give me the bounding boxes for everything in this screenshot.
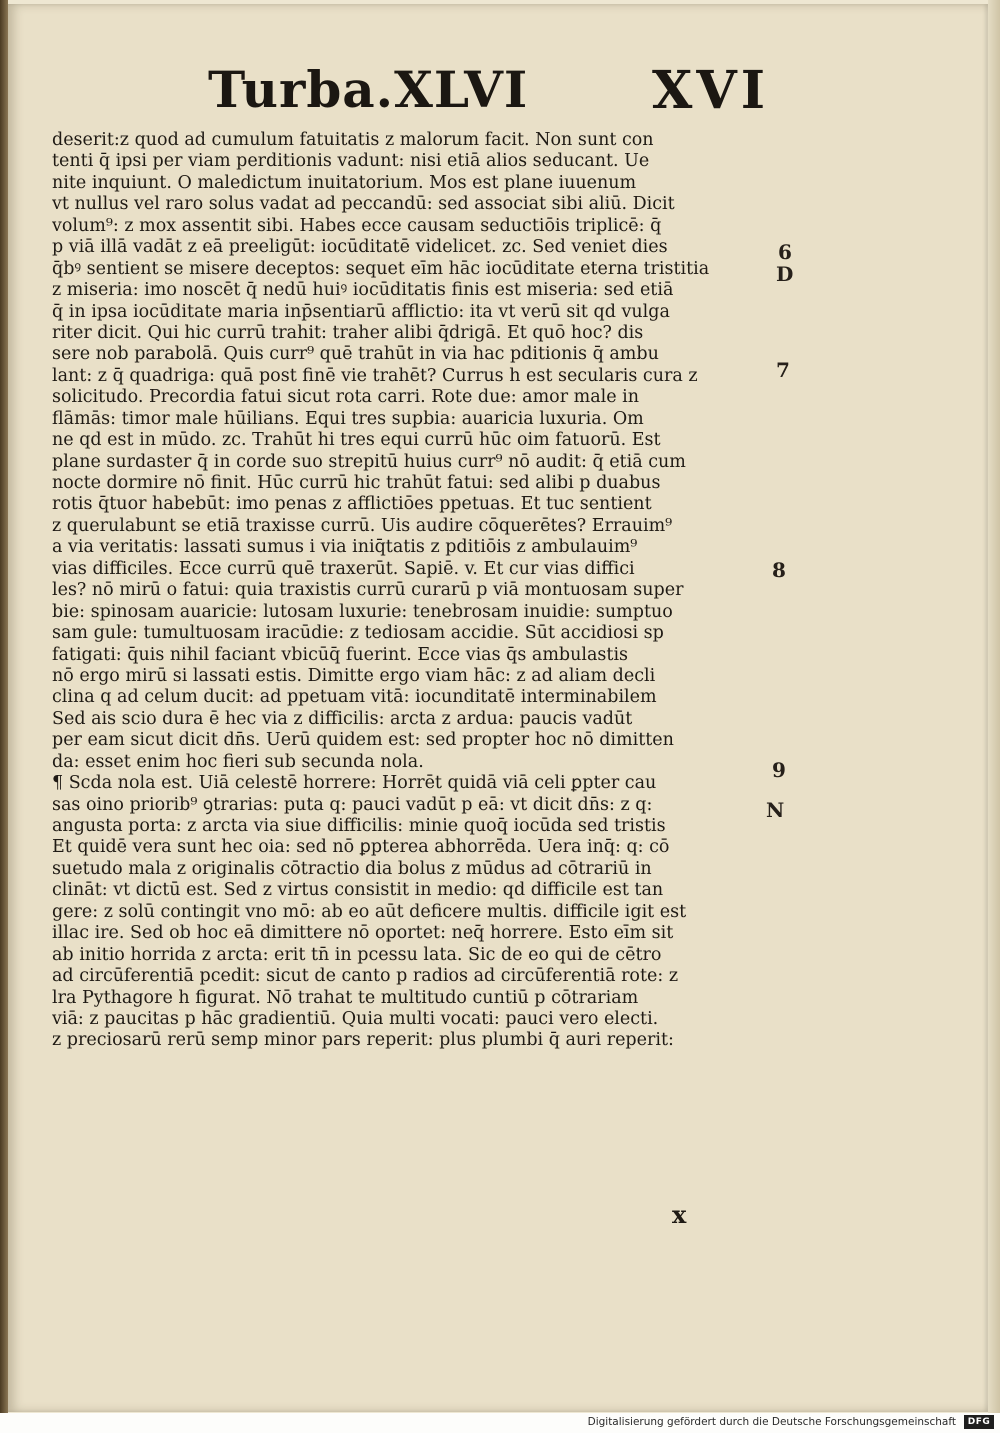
text-line: z querulabunt se etiā traxisse currū. Uis audire cōquerētes? Errauim⁹: [52, 515, 673, 536]
text-line: viā: z paucitas p hāc gradientiū. Quia multi vocati: pauci vero electi.: [52, 1008, 659, 1029]
text-line: volum⁹: z mox assentit sibi. Habes ecce causam seductiōis triplicē: q̄: [52, 215, 662, 236]
text-line: rotis q̄tuor habebūt: imo penas z afflictiōes ppetuas. Et tuc sentient: [52, 494, 652, 515]
text-line: clina q ad celum ducit: ad ppetuam vitā: iocunditatē interminabilem: [52, 687, 657, 708]
text-line: tenti q̄ ipsi per viam perditionis vadunt: nisi etiā alios seducant. Ue: [52, 151, 650, 172]
margin-note-8: 8: [772, 558, 786, 582]
text-line: sas oino priorib⁹ ꝯtrarias: puta q: pauci vadūt p eā: vt dicit dn̄s: z q:: [52, 794, 653, 815]
footer-bar: [0, 1413, 1000, 1433]
text-line: nite inquiunt. O maledictum inuitatorium. Mos est plane iuuenum: [52, 172, 637, 193]
binding-gutter: [0, 0, 8, 1413]
margin-note-6: 6: [778, 240, 792, 264]
text-line: ne qd est in mūdo. zc. Trahūt hi tres equi currū hūc oim fatuorū. Est: [52, 430, 661, 451]
signature-mark: x: [672, 1200, 687, 1229]
margin-note-n: N: [766, 798, 785, 822]
text-line: gere: z solū contingit vno mō: ab eo aūt deficere multis. difficile igit est: [52, 901, 687, 922]
page-edge: [988, 0, 1000, 1413]
text-line: z preciosarū rerū semp minor pars reperit: plus plumbi q̄ auri reperit:: [52, 1030, 674, 1051]
text-line: deserit:z quod ad cumulum fatuitatis z malorum facit. Non sunt con: [52, 130, 654, 150]
text-line: suetudo mala z originalis cōtractio dia bolus z mūdus ad cōtrariū in: [52, 858, 652, 879]
text-line: sere nob parabolā. Quis curr⁹ quē trahūt in via hac pditionis q̄ ambu: [52, 344, 659, 365]
text-line: vt nullus vel raro solus vadat ad peccandū: sed associat sibi aliū. Dicit: [52, 194, 675, 215]
text-line: ¶ Scd̄a nola est. Uiā celestē horrere: Horrēt quidā viā celi ꝑpter cau: [52, 773, 657, 794]
margin-note-9: 9: [772, 758, 786, 782]
text-line: ab initio horrida z arcta: erit tn̄ in pcessu lata. Sic de eo qui de cētro: [52, 944, 662, 965]
text-line: z miseria: imo noscēt q̄ nedū huiꝰ iocūditatis finis est miseria: sed etiā: [52, 280, 674, 301]
text-line: nō ergo mirū si lassati estis. Dimitte ergo viam hāc: z ad aliam decli: [52, 665, 656, 686]
text-line: q̄ in ipsa iocūditate maria inp̄sentiarū afflictio: ita vt verū sit qd vulga: [52, 301, 670, 322]
text-line: bie: spinosam auaricie: lutosam luxurie: tenebrosam inuidie: sumptuo: [52, 601, 673, 622]
text-line: Sed ais scio dura ē hec via z difficilis: arcta z ardua: paucis vadūt: [52, 708, 633, 729]
text-block: [52, 130, 792, 1052]
running-title: Turba.XLVI: [208, 60, 529, 119]
text-line: fatigati: q̄uis nihil faciant vbicūq̄ fuerint. Ecce vias q̄s ambulastis: [52, 644, 629, 665]
text-line: les? nō mirū o fatui: quia traxistis currū curarū p viā montuosam super: [52, 580, 684, 601]
text-line: angusta porta: z arcta via siue difficilis: minie quoq̄ iocūda sed tristis: [52, 816, 666, 836]
text-line: sam gule: tumultuosam iracūdie: z tediosam accidie. Sūt accidiosi sp: [52, 623, 664, 644]
funding-credit: Digitalisierung gefördert durch die Deutsche Forschungsgemeinschaft: [587, 1416, 956, 1428]
text-line: solicitudo. Precordia fatui sicut rota carri. Rote due: amor male in: [52, 387, 640, 408]
text-line: vias difficiles. Ecce currū quē traxerūt. Sapiē. v. Et cur vias diffici: [52, 558, 635, 579]
text-line: da: esset enim hoc fieri sub secunda nola.: [52, 751, 424, 772]
text-line: plane surdaster q̄ in corde suo strepitū huius curr⁹ nō audit: q̄ etiā cum: [52, 451, 686, 472]
text-line: q̄bꝰ sentient se misere deceptos: sequet eīm hāc iocūditate eterna tristitia: [52, 258, 710, 279]
folio-number: XVI: [652, 60, 770, 121]
text-line: ad circūferentiā pcedit: sicut de canto p radios ad circūferentiā rote: z: [52, 966, 679, 987]
text-line: clināt: vt dictū est. Sed z virtus consistit in medio: qd difficile est tan: [52, 880, 664, 901]
text-line: Et quidē vera sunt hec oia: sed nō ꝑpterea abhorrēda. Uera inq̄: q: cō: [52, 837, 670, 858]
text-line: nocte dormire nō finit. Hūc currū hic trahūt fatui: sed alibi p duabus: [52, 473, 661, 493]
text-line: a via veritatis: lassati sumus i via iniq̄tatis z pditiōis z ambulauim⁹: [52, 537, 638, 558]
text-line: lra Pythagore h figurat. Nō trahat te multitudo cuntiū p cōtrariam: [52, 987, 639, 1008]
dfg-logo-icon: DFG: [964, 1415, 994, 1429]
margin-note-d: D: [776, 262, 794, 286]
text-line: flāmās: timor male hūilians. Equi tres supbia: auaricia luxuria. Om: [52, 408, 644, 429]
text-line: per eam sicut dicit dn̄s. Uerū quidem est: sed propter hoc nō dimitten: [52, 730, 674, 751]
margin-note-7: 7: [776, 358, 790, 382]
text-line: lant: z q̄ quadriga: quā post finē vie trahēt? Currus h est secularis cura z: [52, 365, 698, 386]
text-line: p viā illā vadāt z eā preeligūt: iocūditatē videlicet. zc. Sed veniet dies: [52, 237, 668, 258]
text-line: illac ire. Sed ob hoc eā dimittere nō oportet: neq̄ horrere. Esto eīm sit: [52, 923, 674, 944]
text-line: riter dicit. Qui hic currū trahit: traher alibi q̄drigā. Et quō hoc? dis: [52, 322, 644, 343]
